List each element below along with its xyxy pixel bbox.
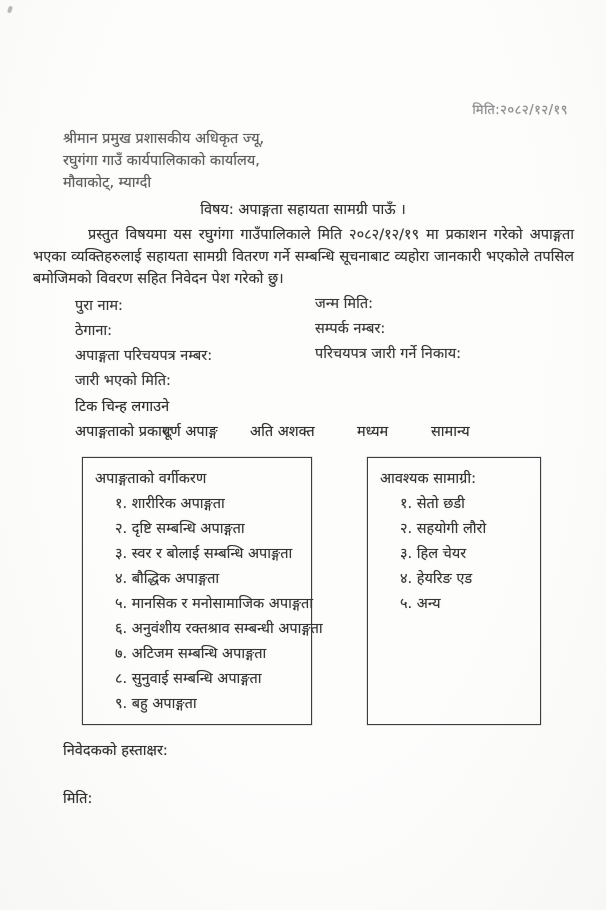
materials-box	[367, 457, 541, 725]
birth-date-field-label: जन्म मिति:	[315, 296, 373, 312]
disability-id-number-field-label: अपाङ्गता परिचयपत्र नम्बर:	[75, 348, 213, 364]
bottom-date-label: मिति:	[63, 791, 93, 807]
disability-type-option-general: सामान्य	[431, 424, 470, 440]
addressee-line-1: श्रीमान प्रमुख प्रशासकीय अधिकृत ज्यू,	[63, 131, 265, 147]
classification-item: ७. अटिजम सम्बन्धि अपाङ्गता	[115, 646, 267, 662]
signature-label: निवेदकको हस्ताक्षर:	[63, 743, 168, 759]
disability-type-option-severe: अति अशक्त	[250, 424, 315, 440]
materials-box-title: आवश्यक सामाग्री:	[380, 471, 477, 487]
classification-item: ४. बौद्धिक अपाङ्गता	[115, 571, 220, 587]
disability-type-option-full: पूर्ण अपाङ्ग	[162, 424, 218, 440]
classification-item: ९. बहु अपाङ्गता	[115, 696, 197, 712]
scan-artifact	[7, 6, 13, 14]
materials-item: १. सेतो छडी	[400, 496, 465, 512]
issue-date-field-label: जारी भएको मिति:	[75, 373, 171, 389]
body-paragraph: प्रस्तुत विषयमा यस रघुगंगा गाउँपालिकाले मिति २०८२/१२/१९ मा प्रकाशन गरेको अपाङ्गता भएका व्यक्तिहरुलाई सहायता सामग्री वितरण गर्ने सम्बन्धि सूचनाबाट व्यहोरा जानकारी भएकोले तपसिल बमोजिमको विवरण सहित निवेदन पेश गरेको छु।	[33, 227, 574, 287]
contact-number-field-label: सम्पर्क नम्बर:	[315, 321, 386, 337]
address-field-label: ठेगाना:	[75, 323, 113, 339]
issuing-authority-field-label: परिचयपत्र जारी गर्ने निकाय:	[315, 346, 462, 362]
letter-date: मिति:२०८२/१२/१९	[472, 103, 568, 118]
addressee-line-2: रघुगंगा गाउँ कार्यपालिकाको कार्यालय,	[63, 153, 260, 169]
full-name-field-label: पुरा नाम:	[75, 298, 123, 314]
materials-item: ४. हेयरिङ एड	[400, 571, 473, 587]
classification-item: ८. सुनुवाई सम्बन्धि अपाङ्गता	[115, 671, 262, 687]
classification-item: २. दृष्टि सम्बन्धि अपाङ्गता	[115, 521, 245, 537]
tick-instruction: टिक चिन्ह लगाउने	[75, 399, 170, 415]
classification-box	[82, 457, 323, 725]
materials-item: ५. अन्य	[400, 596, 441, 612]
classification-item: ३. स्वर र बोलाई सम्बन्धि अपाङ्गता	[115, 546, 293, 562]
materials-item: २. सहयोगी लौरो	[400, 521, 487, 537]
disability-type-option-medium: मध्यम	[357, 424, 389, 440]
classification-item: १. शारीरिक अपाङ्गता	[115, 496, 225, 512]
disability-type-row	[0, 421, 606, 443]
classification-box-title: अपाङ्गताको वर्गीकरण	[95, 471, 207, 487]
addressee-block	[63, 128, 264, 194]
subject-line: विषय: अपाङ्गता सहायता सामग्री पाऊँ ।	[200, 202, 406, 218]
classification-item: ६. अनुवंशीय रक्तश्राव सम्बन्धी अपाङ्गता	[115, 621, 323, 637]
addressee-line-3: मौवाकोट्, म्याग्दी	[63, 175, 152, 191]
materials-item: ३. हिल चेयर	[400, 546, 467, 562]
disability-type-label: अपाङ्गताको प्रकार:	[75, 424, 173, 440]
classification-item: ५. मानसिक र मनोसामाजिक अपाङ्गता	[115, 596, 314, 612]
